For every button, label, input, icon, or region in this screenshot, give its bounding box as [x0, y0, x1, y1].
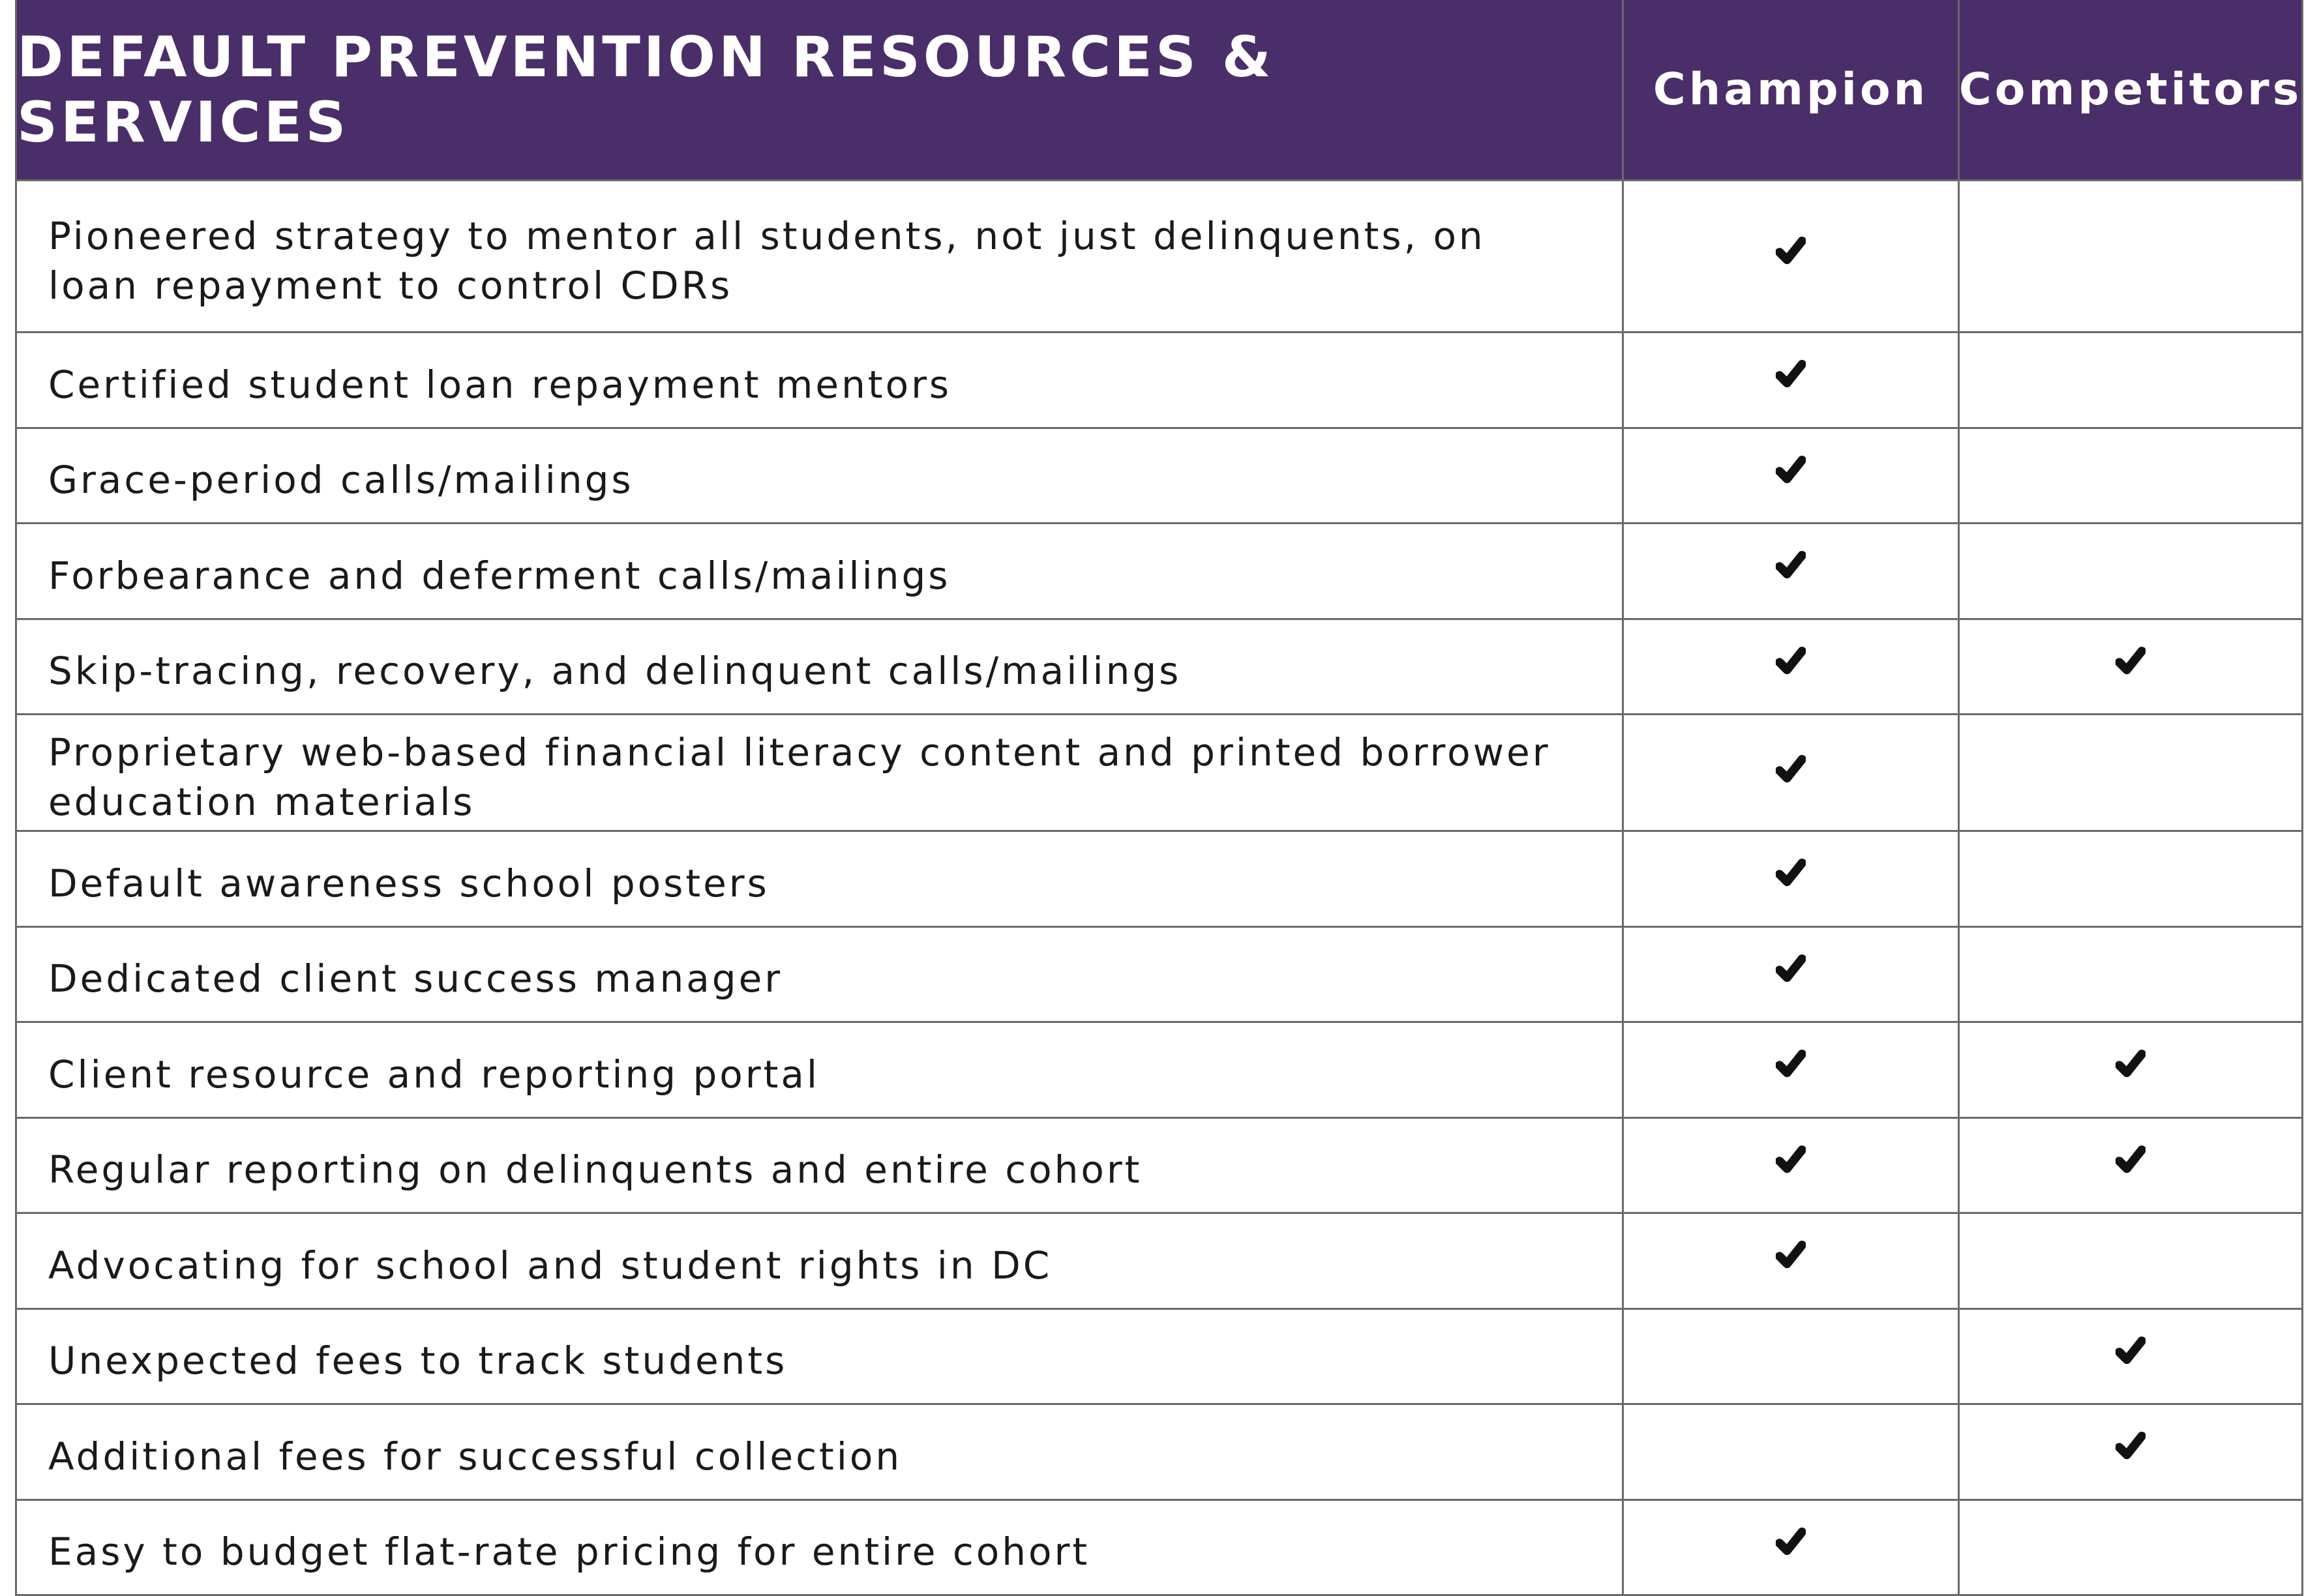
row-label: Advocating for school and student rights in DC [17, 1214, 1622, 1308]
table-header [17, 0, 2301, 181]
checkmark-icon [2116, 1431, 2146, 1461]
comparison-table [15, 0, 2303, 1596]
checkmark-icon [1776, 954, 1806, 984]
row-label: Easy to budget flat-rate pricing for entire cohort [17, 1501, 1622, 1595]
row-label: Forbearance and deferment calls/mailings [17, 524, 1622, 618]
row-label: Grace-period calls/mailings [17, 429, 1622, 523]
row-label: Client resource and reporting portal [17, 1023, 1622, 1117]
champion-cell [1622, 1405, 1958, 1499]
champion-cell [1622, 832, 1958, 926]
row-label: Dedicated client success manager [17, 928, 1622, 1022]
checkmark-icon [1776, 359, 1806, 389]
table-row [17, 524, 2301, 620]
row-label: Unexpected fees to track students [17, 1310, 1622, 1404]
row-label: Pioneered strategy to mentor all students, not just delinquents, on loan repayment to control CDRs [17, 181, 1622, 331]
row-label: Default awareness school posters [17, 832, 1622, 926]
competitors-cell [1958, 1310, 2301, 1404]
checkmark-icon [1776, 236, 1806, 266]
table-row [17, 1405, 2301, 1501]
checkmark-icon [1776, 858, 1806, 888]
table-row [17, 1310, 2301, 1406]
table-row [17, 1023, 2301, 1119]
competitors-cell [1958, 524, 2301, 618]
table-row [17, 1501, 2301, 1596]
table-row [17, 333, 2301, 429]
table-row [17, 429, 2301, 525]
champion-cell [1622, 333, 1958, 427]
competitors-cell [1958, 928, 2301, 1022]
header-champion: Champion [1622, 0, 1958, 179]
checkmark-icon [1776, 1240, 1806, 1270]
competitors-cell [1958, 1501, 2301, 1595]
competitors-cell [1958, 715, 2301, 830]
checkmark-icon [1776, 1145, 1806, 1175]
competitors-cell [1958, 429, 2301, 523]
checkmark-icon [2116, 1145, 2146, 1175]
checkmark-icon [2116, 1049, 2146, 1079]
row-label: Proprietary web-based financial literacy content and printed borrower education materials [17, 715, 1622, 830]
table-row [17, 715, 2301, 832]
competitors-cell [1958, 1405, 2301, 1499]
table-row [17, 620, 2301, 716]
competitors-cell [1958, 1214, 2301, 1308]
competitors-cell [1958, 181, 2301, 331]
champion-cell [1622, 1119, 1958, 1213]
table-row [17, 832, 2301, 928]
row-label: Certified student loan repayment mentors [17, 333, 1622, 427]
champion-cell [1622, 524, 1958, 618]
row-label: Additional fees for successful collection [17, 1405, 1622, 1499]
table-row [17, 1214, 2301, 1310]
champion-cell [1622, 429, 1958, 523]
checkmark-icon [1776, 1049, 1806, 1079]
champion-cell [1622, 715, 1958, 830]
header-competitors: Competitors [1958, 0, 2301, 179]
competitors-cell [1958, 620, 2301, 714]
row-label: Regular reporting on delinquents and entire cohort [17, 1119, 1622, 1213]
checkmark-icon [2116, 1336, 2146, 1366]
champion-cell [1622, 181, 1958, 331]
checkmark-icon [1776, 550, 1806, 580]
checkmark-icon [1776, 754, 1806, 784]
competitors-cell [1958, 333, 2301, 427]
champion-cell [1622, 928, 1958, 1022]
champion-cell [1622, 1214, 1958, 1308]
champion-cell [1622, 620, 1958, 714]
champion-cell [1622, 1501, 1958, 1595]
competitors-cell [1958, 832, 2301, 926]
row-label: Skip-tracing, recovery, and delinquent calls/mailings [17, 620, 1622, 714]
checkmark-icon [2116, 646, 2146, 676]
table-row [17, 1119, 2301, 1215]
table-row [17, 928, 2301, 1024]
competitors-cell [1958, 1023, 2301, 1117]
checkmark-icon [1776, 455, 1806, 485]
checkmark-icon [1776, 646, 1806, 676]
champion-cell [1622, 1023, 1958, 1117]
champion-cell [1622, 1310, 1958, 1404]
header-title: DEFAULT PREVENTION RESOURCES & SERVICES [17, 0, 1622, 179]
table-row [17, 181, 2301, 333]
competitors-cell [1958, 1119, 2301, 1213]
checkmark-icon [1776, 1527, 1806, 1557]
